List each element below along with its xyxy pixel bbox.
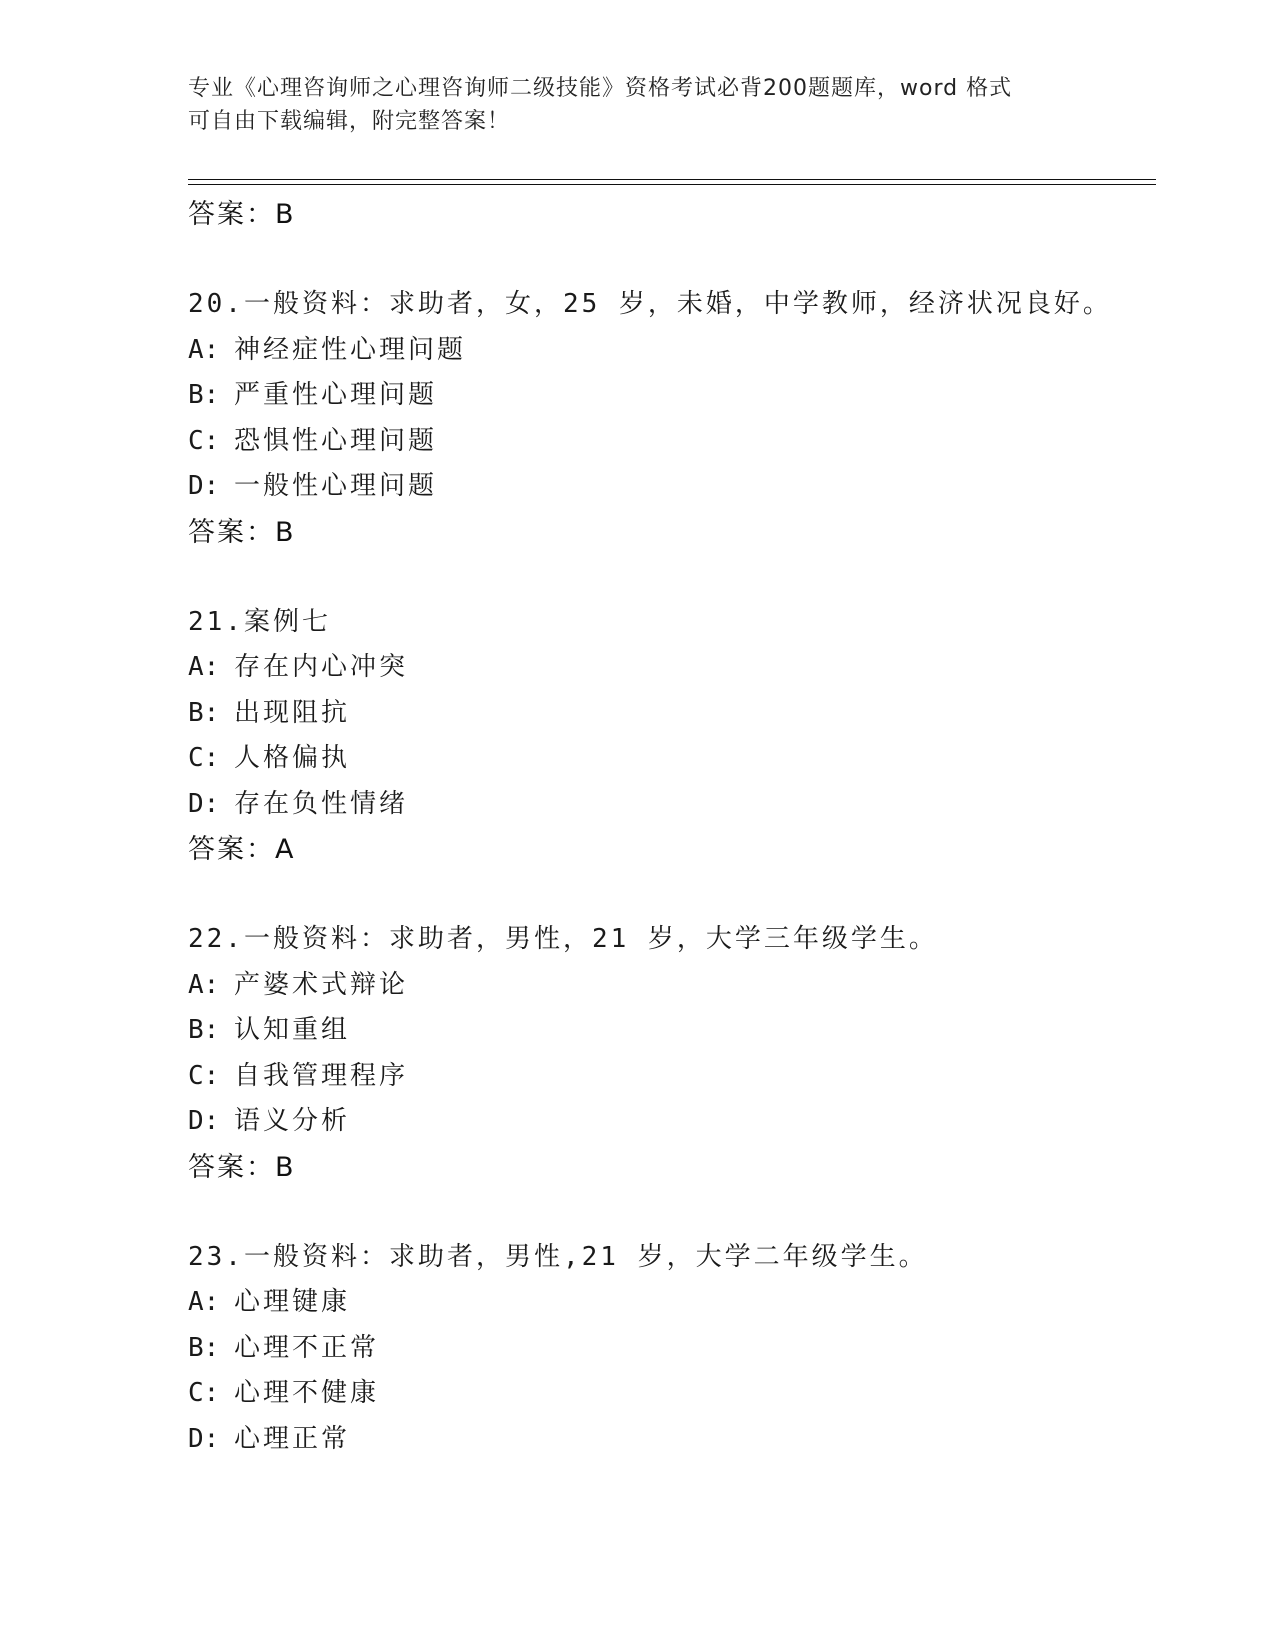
option-key: D: [188, 788, 220, 819]
question-item [188, 1235, 1148, 1463]
question-list [188, 192, 1148, 1462]
option-text: 恐惧性心理问题 [234, 425, 438, 456]
option-key: A: [188, 334, 220, 365]
option-text: 心理不正常 [234, 1332, 380, 1363]
option-key: A: [188, 652, 220, 682]
option-d [188, 1099, 1148, 1145]
option-text: 语义分析 [234, 1106, 351, 1136]
question-item [188, 600, 1148, 874]
option-key: B: [188, 1015, 220, 1045]
option-text: 出现阻抗 [234, 697, 351, 728]
option-a [188, 1280, 1148, 1326]
header-divider-bottom [188, 184, 1156, 185]
option-text: 存在内心冲突 [234, 652, 409, 682]
option-text: 心理不健康 [234, 1378, 380, 1408]
option-key: C: [188, 425, 220, 456]
answer-line: 答案：B [188, 199, 296, 230]
option-text: 心理键康 [234, 1287, 351, 1317]
option-text: 神经症性心理问题 [234, 334, 467, 365]
header-title-line-1: 专业《心理咨询师之心理咨询师二级技能》资格考试必背200题题库，word 格式 [188, 76, 1013, 101]
option-text: 心理正常 [234, 1423, 351, 1454]
option-b [188, 373, 1148, 419]
option-text: 人格偏执 [234, 743, 351, 773]
option-key: B: [188, 1332, 220, 1363]
option-key: D: [188, 1106, 220, 1136]
option-a [188, 963, 1148, 1009]
option-key: A: [188, 1287, 220, 1317]
document-header [188, 72, 1088, 138]
option-key: B: [188, 697, 220, 728]
answer-line: 答案：B [188, 1151, 296, 1183]
option-text: 存在负性情绪 [234, 788, 409, 819]
option-key: C: [188, 1060, 220, 1091]
option-b [188, 1326, 1148, 1372]
answer-line: 答案：A [188, 834, 296, 865]
question-title: 23.一般资料：求助者，男性,21 岁，大学二年级学生。 [188, 1241, 928, 1272]
option-c [188, 1371, 1148, 1417]
option-a [188, 645, 1148, 691]
option-key: B: [188, 380, 220, 410]
option-c [188, 736, 1148, 782]
option-key: D: [188, 1423, 220, 1454]
option-c [188, 419, 1148, 465]
question-title: 22.一般资料：求助者，男性，21 岁，大学三年级学生。 [188, 924, 938, 954]
header-title-line-2: 可自由下载编辑，附完整答案！ [188, 109, 511, 134]
option-b [188, 691, 1148, 737]
option-a [188, 328, 1148, 374]
question-item [188, 282, 1148, 556]
option-d [188, 1417, 1148, 1463]
option-text: 自我管理程序 [234, 1060, 409, 1091]
answer-line: 答案：B [188, 516, 296, 548]
option-key: D: [188, 471, 220, 501]
option-b [188, 1008, 1148, 1054]
option-d [188, 782, 1148, 828]
option-key: C: [188, 1378, 220, 1408]
option-text: 产婆术式辩论 [234, 969, 409, 1000]
option-key: A: [188, 969, 220, 1000]
option-text: 一般性心理问题 [234, 471, 438, 501]
option-text: 认知重组 [234, 1015, 351, 1045]
header-divider-top [188, 179, 1156, 180]
question-item [188, 917, 1148, 1191]
option-key: C: [188, 743, 220, 773]
question-title: 20.一般资料：求助者，女，25 岁，未婚，中学教师，经济状况良好。 [188, 289, 1112, 319]
option-text: 严重性心理问题 [234, 380, 438, 410]
question-title: 21.案例七 [188, 606, 331, 637]
option-c [188, 1054, 1148, 1100]
option-d [188, 464, 1148, 510]
